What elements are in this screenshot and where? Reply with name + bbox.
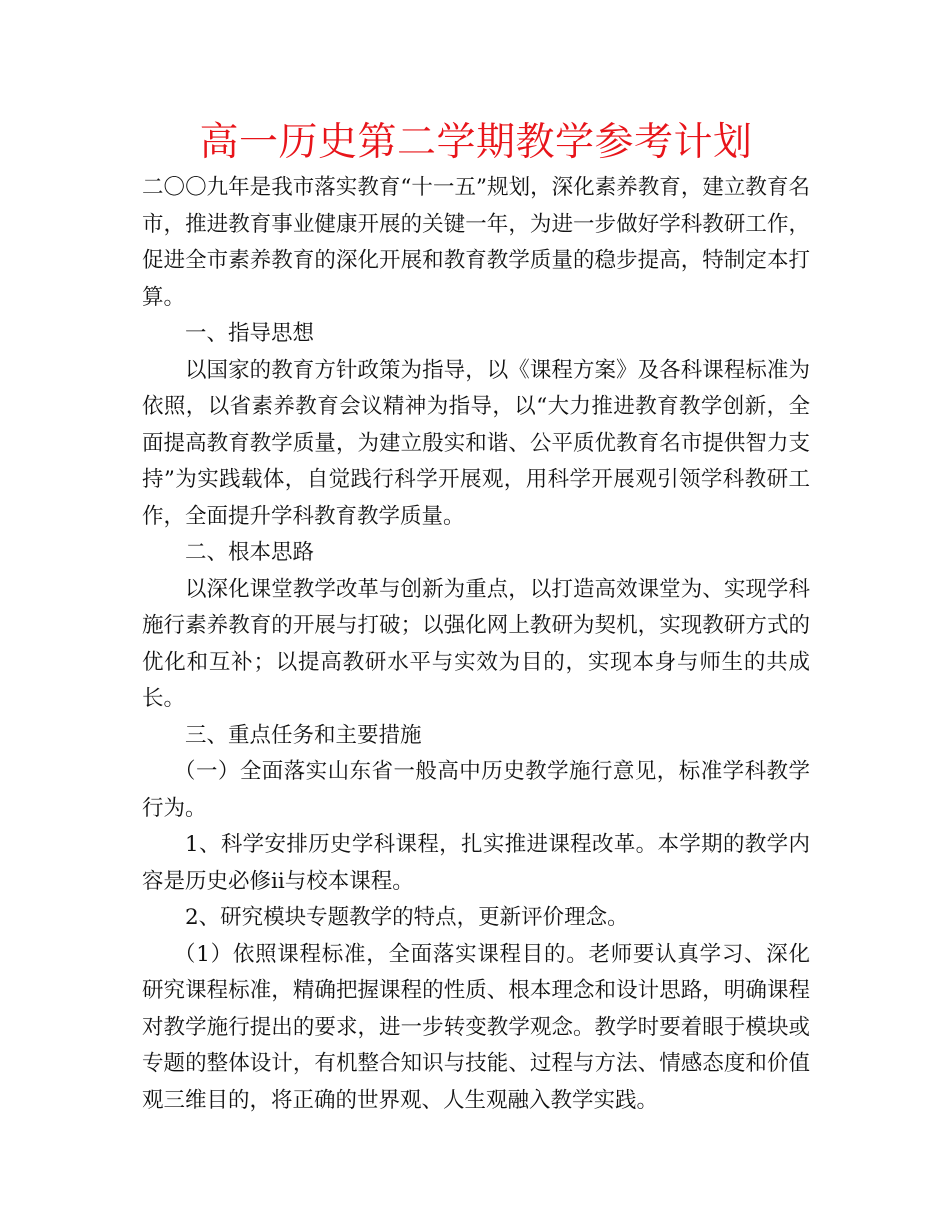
section-heading-guiding-ideology: 一、指导思想 (185, 321, 315, 346)
key-tasks-point-2: 2、研究模块专题教学的特点，更新评价理念。 (185, 905, 629, 930)
key-tasks-item-1: （一）全面落实山东省一般高中历史教学施行意见，标准学科教学行为。 (142, 759, 810, 821)
key-tasks-point-1: 1、科学安排历史学科课程，扎实推进课程改革。本学期的教学内容是历史必修ii与校本课程。 (142, 832, 810, 894)
document-title: 高一历史第二学期教学参考计划 (199, 120, 753, 165)
section-heading-basic-approach: 二、根本思路 (185, 540, 315, 565)
intro-paragraph: 二〇〇九年是我市落实教育“十一五”规划，深化素养教育，建立教育名市，推进教育事业健康开展的关键一年，为进一步做好学科教研工作，促进全市素养教育的深化开展和教育教学质量的稳步提高，特制定本打算。 (142, 175, 810, 310)
key-tasks-subpoint-1: （1）依照课程标准，全面落实课程目的。老师要认真学习、深化研究课程标准，精确把握课程的性质、根本理念和设计思路，明确课程对教学施行提出的要求，进一步转变教学观念。教学时要着眼于模块或专题的整体设计，有机整合知识与技能、过程与方法、情感态度和价值观三维目的，将正确的世界观、人生观融入教学实践。 (142, 941, 810, 1113)
section-heading-key-tasks: 三、重点任务和主要措施 (185, 722, 422, 748)
guiding-ideology-paragraph: 以国家的教育方针政策为指导，以《课程方案》及各科课程标准为依照，以省素养教育会议精神为指导，以“大力推进教育教学创新，全面提高教育教学质量，为建立殷实和谐、公平质优教育名市提供智力支持”为实践载体，自觉践行科学开展观，用科学开展观引领学科教研工作，全面提升学科教育教学质量。 (142, 357, 810, 529)
basic-approach-paragraph: 以深化课堂教学改革与创新为重点，以打造高效课堂为、实现学科施行素养教育的开展与打破；以强化网上教研为契机，实现教研方式的优化和互补；以提高教研水平与实效为目的，实现本身与师生的共成长。 (142, 576, 810, 711)
